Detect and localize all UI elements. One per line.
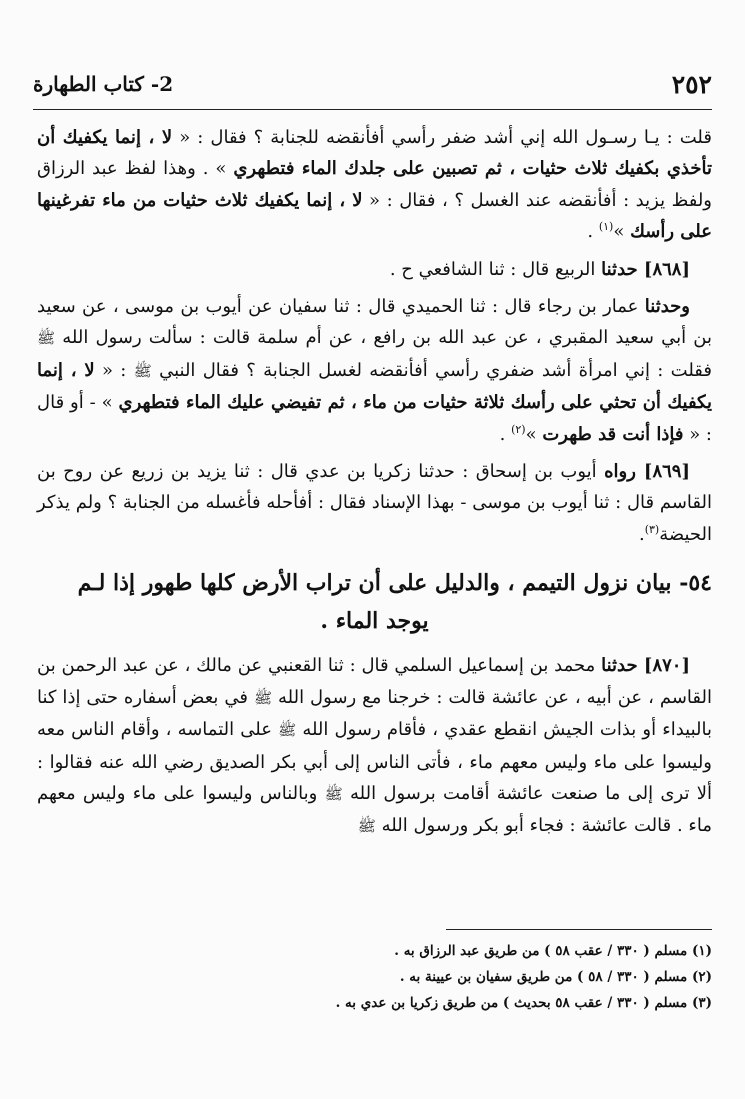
hadith-quote: لا ، إنما يكفيك أن تأخذي بكفيك ثلاث حثيات ، ثم تصبين على جلدك الماء فتطهري — [37, 127, 712, 180]
footnote-rule — [446, 929, 712, 930]
text-run: . — [499, 423, 512, 445]
hadith-number: [٨٦٨] — [643, 258, 690, 280]
main-text — [37, 122, 712, 849]
text-run: » — [613, 221, 631, 243]
chapter-heading — [37, 564, 712, 640]
salutation-glyph: ﷺ — [324, 784, 343, 803]
hadith-870 — [37, 650, 712, 842]
hadith-quote: فإذا أنت قد طهرت — [542, 423, 684, 445]
text-run: أيوب بن إسحاق : حدثنا زكريا بن عدي قال : ثنا يزيد بن زريع عن روح بن القاسم قال : ثنا أيوب بن موسى - بهذا الإسناد فقال : أفأحله فأغسله من الجنابة ؟ ولم يذكر الحيضة — [37, 461, 712, 545]
text-run: على التماسه ، وأقام الناس معه وليسوا على ماء وليس معهم ماء ، فأتى الناس إلى أبي بكر الصديق رضي الله عنه فقالوا : ألا ترى إلى ما صنعت عائشة أقامت برسول الله — [37, 719, 712, 804]
footnote-1: (١) مسلم ( ٣٣٠ / عقب ٥٨ ) من طريق عبد الرزاق به . — [394, 943, 712, 959]
text-run: فقلت : إني امرأة أشد ضفري رأسي أفأنقضه لغسل الجنابة ؟ فقال النبي — [151, 359, 712, 381]
text-run: في بعض أسفاره حتى إذا كنا بالبيداء أو بذات الجيش انقطع عقدي ، فأقام رسول الله — [37, 686, 712, 741]
page-number: ٢٥٢ — [671, 69, 712, 99]
chapter-title: ٥٤- بيان نزول التيمم ، والدليل على أن تراب الأرض كلها طهور إذا لـم — [77, 570, 712, 597]
salutation-glyph: ﷺ — [357, 817, 376, 836]
salutation-glyph: ﷺ — [133, 361, 152, 380]
salutation-glyph: ﷺ — [253, 688, 273, 707]
text-run: » . وهذا لفظ عبد الرزاق ولفظ يزيد : أفأنقضه عند الغسل ؟ ، فقال : « — [37, 158, 712, 211]
narration-keyword: حدثنا — [601, 258, 644, 280]
footnote-2: (٢) مسلم ( ٣٣٠ / ٥٨ ) من طريق سفيان بن عيينة به . — [399, 969, 712, 985]
narration-keyword: رواه — [604, 461, 644, 483]
text-run: . — [638, 523, 645, 545]
text-run: وبالناس وليسوا على ماء وليس معهم ماء . قالت عائشة : فجاء أبو بكر ورسول الله — [37, 782, 712, 837]
hadith-868-chain — [37, 291, 712, 450]
footnote-3: (٣) مسلم ( ٣٣٠ / عقب ٥٨ بحديث ) من طريق زكريا بن عدي به . — [335, 995, 712, 1011]
text-run: » — [525, 423, 543, 445]
narration-keyword: وحدثنا — [644, 296, 690, 318]
hadith-868 — [37, 254, 712, 285]
running-title: 2- كتاب الطهارة — [33, 72, 174, 96]
narration-keyword: حدثنا — [601, 655, 644, 677]
text-run: : « — [94, 359, 134, 381]
hadith-number: [٨٦٩] — [643, 461, 690, 483]
hadith-869 — [37, 456, 712, 550]
text-run: الربيع قال : ثنا الشافعي ح . — [389, 258, 602, 280]
page-header — [33, 62, 712, 106]
salutation-glyph: ﷺ — [278, 721, 297, 740]
text-run: عمار بن رجاء قال : ثنا الحميدي قال : ثنا سفيان عن أيوب بن موسى ، عن سعيد بن أبي سعيد المقبري ، عن عبد الله بن رافع ، عن أم سلمة قالت : سألت رسول الله — [37, 296, 712, 349]
footnotes — [37, 938, 712, 1016]
hadith-quote: لا ، إنما يكفيك أن تحثي على رأسك ثلاثة حثيات من ماء ، ثم تفيضي عليك الماء فتطهري — [37, 359, 712, 414]
text-run: قلت : يـا رسـول الله إني أشد ضفر رأسي أفأنقضه للجنابة ؟ فقال : « — [172, 127, 712, 148]
hadith-number: [٨٧٠] — [643, 655, 690, 677]
salutation-glyph: ﷺ — [37, 329, 56, 348]
paragraph-continuation — [37, 122, 712, 248]
header-rule — [33, 109, 712, 110]
footnote-ref: (٣) — [644, 522, 660, 536]
chapter-title-tail: يوجد الماء . — [320, 608, 429, 635]
hadith-quote: لا ، إنما يكفيك ثلاث حثيات من ماء تفرغينها على رأسك — [37, 189, 712, 243]
text-run: . — [587, 221, 599, 243]
footnote-ref: (١) — [598, 220, 614, 234]
text-run: » - أو قال : « — [37, 392, 712, 445]
footnote-ref: (٢) — [511, 422, 526, 436]
text-run: محمد بن إسماعيل السلمي قال : ثنا القعنبي عن مالك ، عن عبد الرحمن بن القاسم ، عن أبيه ، عن عائشة قالت : خرجنا مع رسول الله — [37, 655, 712, 708]
